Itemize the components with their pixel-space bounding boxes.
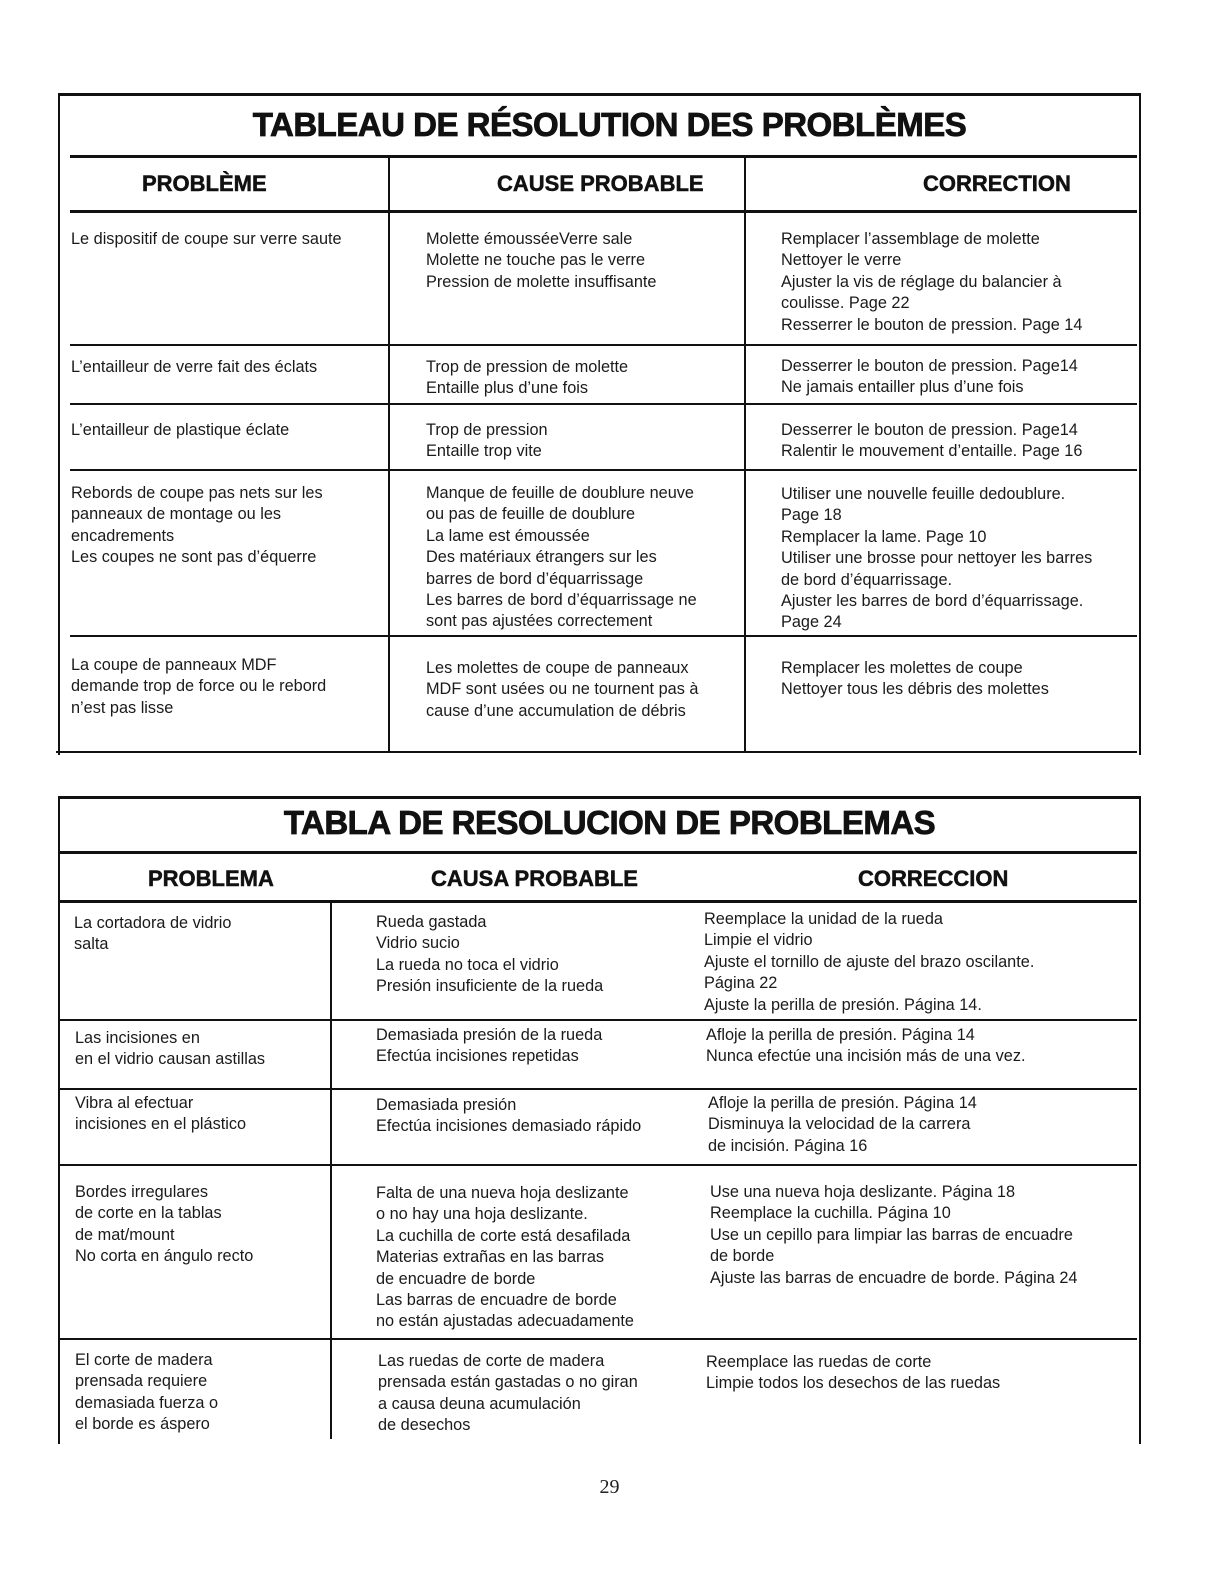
- french-row-2-correction: [781, 356, 1078, 399]
- cell-line: Entaille plus d’une fois: [426, 379, 589, 398]
- cell-line: Ralentir le mouvement d’entaille. Page 16: [781, 442, 1083, 461]
- cell-line: Disminuya la velocidad de la carrera: [708, 1115, 971, 1134]
- french-column-divider-1: [388, 156, 390, 752]
- french-header-cause: CAUSE PROBABLE: [497, 171, 704, 196]
- french-title-rule: [70, 155, 1137, 158]
- cell-line: n’est pas lisse: [71, 698, 174, 717]
- french-row-5-problem: [71, 655, 326, 719]
- french-row-3-correction: [781, 420, 1082, 463]
- cell-line: Vibra al efectuar: [75, 1094, 194, 1112]
- spanish-row-divider: [60, 1338, 1137, 1340]
- cell-line: o no hay una hoja deslizante.: [376, 1205, 588, 1224]
- spanish-row-5-cause: [378, 1351, 638, 1437]
- spanish-row-1-problem: [74, 913, 231, 956]
- cell-line: Ajuste el tornillo de ajuste del brazo oscilante.: [704, 952, 1035, 971]
- cell-line: Nunca efectúe una incisión más de una vez.: [706, 1047, 1026, 1066]
- cell-line: Molette ne touche pas le verre: [426, 251, 646, 270]
- cell-line: en el vidrio causan astillas: [75, 1050, 266, 1069]
- cell-line: Desserrer le bouton de pression. Page14: [781, 357, 1078, 375]
- spanish-column-divider-1: [330, 902, 332, 1439]
- cell-line: Reemplace la cuchilla. Página 10: [710, 1204, 951, 1223]
- cell-line: Les barres de bord d’équarrissage ne: [426, 591, 697, 610]
- cell-line: prensada requiere: [75, 1372, 208, 1391]
- cell-line: Página 22: [704, 974, 778, 993]
- spanish-row-2-correction: [706, 1025, 1026, 1068]
- french-row-2-problem: [71, 357, 317, 378]
- cell-line: Rebords de coupe pas nets sur les: [71, 484, 323, 502]
- spanish-row-4-correction: [710, 1182, 1077, 1289]
- cell-line: a causa deuna acumulación: [378, 1394, 581, 1413]
- cell-line: Vidrio sucio: [376, 934, 460, 953]
- spanish-header-cause: CAUSA PROBABLE: [431, 866, 638, 891]
- spanish-row-3-problem: [75, 1093, 246, 1136]
- spanish-row-5-correction: [706, 1352, 1000, 1395]
- french-column-divider-2: [744, 156, 746, 752]
- cell-line: de desechos: [378, 1416, 471, 1435]
- cell-line: No corta en ángulo recto: [75, 1247, 254, 1266]
- french-header-problem: PROBLÈME: [142, 171, 267, 196]
- spanish-row-2-cause: [376, 1025, 602, 1068]
- cell-line: Use una nueva hoja deslizante. Página 18: [710, 1183, 1016, 1201]
- cell-line: Las ruedas de corte de madera: [378, 1352, 605, 1370]
- spanish-row-divider: [60, 1019, 1137, 1021]
- cell-line: de bord d’équarrissage.: [781, 570, 953, 589]
- french-row-4-correction: [781, 484, 1092, 634]
- cell-line: Limpie el vidrio: [704, 931, 813, 950]
- cell-line: Manque de feuille de doublure neuve: [426, 484, 694, 502]
- cell-line: La rueda no toca el vidrio: [376, 955, 559, 974]
- french-table-title: TABLEAU DE RÉSOLUTION DES PROBLÈMES: [252, 106, 967, 143]
- cell-line: de mat/mount: [75, 1225, 175, 1244]
- spanish-header-rule: [60, 900, 1137, 903]
- cell-line: barres de bord d’équarrissage: [426, 569, 644, 588]
- spanish-row-3-cause: [376, 1095, 641, 1138]
- cell-line: Reemplace la unidad de la rueda: [704, 910, 943, 928]
- french-header-correction: CORRECTION: [923, 171, 1071, 196]
- cell-line: Remplacer les molettes de coupe: [781, 659, 1023, 677]
- cell-line: Demasiada presión de la rueda: [376, 1026, 603, 1044]
- cell-line: Nettoyer le verre: [781, 251, 902, 270]
- cell-line: ou pas de feuille de doublure: [426, 505, 636, 524]
- cell-line: Reemplace las ruedas de corte: [706, 1353, 932, 1371]
- cell-line: Presión insuficiente de la rueda: [376, 977, 604, 996]
- french-row-3-problem: [71, 420, 289, 441]
- cell-line: Las barras de encuadre de borde: [376, 1291, 617, 1310]
- cell-line: Utiliser une brosse pour nettoyer les barres: [781, 549, 1093, 568]
- cell-line: encadrements: [71, 526, 175, 545]
- cell-line: Efectúa incisiones demasiado rápido: [376, 1117, 642, 1136]
- cell-line: Utiliser une nouvelle feuille dedoublure.: [781, 485, 1066, 503]
- cell-line: Use un cepillo para limpiar las barras de encuadre: [710, 1225, 1073, 1244]
- cell-line: Des matériaux étrangers sur les: [426, 548, 657, 567]
- cell-line: coulisse. Page 22: [781, 294, 910, 313]
- cell-line: de corte en la tablas: [75, 1204, 222, 1223]
- cell-line: sont pas ajustées correctement: [426, 612, 653, 631]
- cell-line: Materias extrañas en las barras: [376, 1248, 605, 1267]
- cell-line: demande trop de force ou le rebord: [71, 677, 327, 696]
- cell-line: Afloje la perilla de presión. Página 14: [706, 1026, 975, 1044]
- french-row-divider: [70, 344, 1137, 346]
- cell-line: Demasiada presión: [376, 1096, 517, 1114]
- spanish-row-5-problem: [75, 1350, 218, 1436]
- cell-line: MDF sont usées ou ne tournent pas à: [426, 680, 699, 699]
- french-row-4-cause: [426, 483, 697, 633]
- french-row-divider: [70, 469, 1137, 471]
- french-row-1-problem: [71, 229, 342, 250]
- cell-line: Les coupes ne sont pas d’équerre: [71, 548, 317, 567]
- cell-line: Efectúa incisiones repetidas: [376, 1047, 579, 1066]
- cell-line: no están ajustadas adecuadamente: [376, 1312, 634, 1331]
- cell-line: Pression de molette insuffisante: [426, 272, 657, 291]
- spanish-row-1-correction: [704, 909, 1034, 1016]
- cell-line: Trop de pression de molette: [426, 358, 629, 376]
- cell-line: Remplacer l’assemblage de molette: [781, 230, 1040, 248]
- cell-line: Ne jamais entailler plus d’une fois: [781, 378, 1024, 397]
- cell-line: panneaux de montage ou les: [71, 505, 282, 524]
- cell-line: Desserrer le bouton de pression. Page14: [781, 421, 1078, 439]
- french-row-2-cause: [426, 357, 628, 400]
- french-row-3-cause: [426, 420, 548, 463]
- cell-line: L’entailleur de verre fait des éclats: [71, 358, 318, 376]
- spanish-header-correction: CORRECCION: [858, 866, 1009, 891]
- cell-line: Bordes irregulares: [75, 1183, 209, 1201]
- page-number: 29: [599, 1476, 620, 1498]
- cell-line: Resserrer le bouton de pression. Page 14: [781, 315, 1083, 334]
- french-row-5-correction: [781, 658, 1049, 701]
- cell-line: de incisión. Página 16: [708, 1136, 868, 1155]
- spanish-table-title: TABLA DE RESOLUCION DE PROBLEMAS: [283, 804, 936, 841]
- cell-line: Molette émousséeVerre sale: [426, 230, 633, 248]
- spanish-row-3-correction: [708, 1093, 977, 1157]
- cell-line: cause d’une accumulation de débris: [426, 701, 686, 720]
- cell-line: Falta de una nueva hoja deslizante: [376, 1184, 629, 1202]
- cell-line: el borde es áspero: [75, 1415, 210, 1434]
- cell-line: incisiones en el plástico: [75, 1115, 247, 1134]
- cell-line: Rueda gastada: [376, 913, 487, 931]
- french-row-1-correction: [781, 229, 1082, 336]
- cell-line: Ajuste la perilla de presión. Página 14.: [704, 995, 982, 1014]
- spanish-row-divider: [60, 1088, 1137, 1090]
- spanish-row-4-problem: [75, 1182, 253, 1268]
- cell-line: Limpie todos los desechos de las ruedas: [706, 1374, 1001, 1393]
- french-row-divider: [70, 635, 1137, 637]
- cell-line: La coupe de panneaux MDF: [71, 656, 277, 674]
- cell-line: Page 24: [781, 613, 842, 632]
- cell-line: Page 18: [781, 506, 842, 525]
- cell-line: Les molettes de coupe de panneaux: [426, 659, 689, 677]
- french-row-5-cause: [426, 658, 698, 722]
- french-header-rule: [70, 210, 1137, 213]
- spanish-header-problem: PROBLEMA: [148, 866, 274, 891]
- cell-line: Las incisiones en: [75, 1029, 200, 1047]
- cell-line: La cortadora de vidrio: [74, 914, 232, 932]
- spanish-row-divider: [60, 1164, 1137, 1166]
- spanish-row-1-cause: [376, 912, 603, 998]
- cell-line: Le dispositif de coupe sur verre saute: [71, 230, 342, 248]
- cell-line: Entaille trop vite: [426, 442, 542, 461]
- cell-line: Ajuste las barras de encuadre de borde. Página 24: [710, 1268, 1078, 1287]
- french-row-1-cause: [426, 229, 656, 293]
- spanish-title-rule: [60, 851, 1137, 854]
- cell-line: Nettoyer tous les débris des molettes: [781, 680, 1049, 699]
- cell-line: de encuadre de borde: [376, 1269, 536, 1288]
- cell-line: L’entailleur de plastique éclate: [71, 421, 290, 439]
- cell-line: La lame est émoussée: [426, 526, 590, 545]
- spanish-row-4-cause: [376, 1183, 634, 1333]
- cell-line: Remplacer la lame. Page 10: [781, 527, 987, 546]
- cell-line: salta: [74, 935, 109, 954]
- cell-line: El corte de madera: [75, 1351, 213, 1369]
- french-table-bottom-rule: [56, 751, 1137, 753]
- french-row-divider: [70, 403, 1137, 405]
- cell-line: Trop de pression: [426, 421, 548, 439]
- cell-line: de borde: [710, 1247, 775, 1266]
- cell-line: demasiada fuerza o: [75, 1393, 219, 1412]
- cell-line: prensada están gastadas o no giran: [378, 1373, 638, 1392]
- cell-line: Ajuster la vis de réglage du balancier à: [781, 272, 1062, 291]
- cell-line: La cuchilla de corte está desafilada: [376, 1226, 631, 1245]
- cell-line: Afloje la perilla de presión. Página 14: [708, 1094, 977, 1112]
- cell-line: Ajuster les barres de bord d’équarrissage.: [781, 592, 1084, 611]
- spanish-row-2-problem: [75, 1028, 265, 1071]
- french-row-4-problem: [71, 483, 323, 569]
